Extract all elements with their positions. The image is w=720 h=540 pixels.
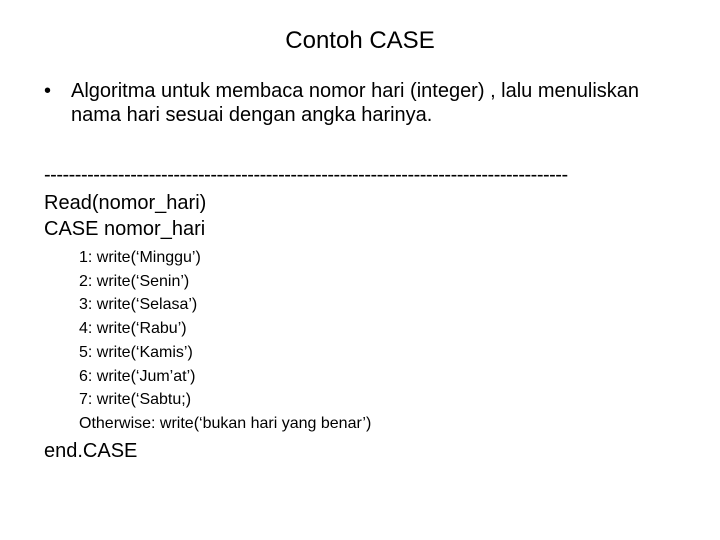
bullet-text: Algoritma untuk membaca nomor hari (integer) , lalu menuliskan nama hari sesuai dengan angka harinya.	[71, 80, 640, 126]
code-read-line: Read(nomor_hari)	[44, 192, 207, 214]
case-item-otherwise: Otherwise: write(‘bukan hari yang benar’)	[79, 414, 372, 432]
case-item: 2: write(‘Senin’)	[79, 272, 190, 290]
bullet-item	[44, 79, 684, 127]
case-item: 7: write(‘Sabtu;)	[79, 391, 192, 409]
case-list	[79, 246, 371, 436]
case-item: 3: write(‘Selasa’)	[79, 296, 198, 314]
bullet-icon: •	[44, 80, 52, 102]
case-item: 4: write(‘Rabu’)	[79, 320, 187, 338]
code-end-line: end.CASE	[44, 440, 138, 462]
case-item: 5: write(‘Kamis’)	[79, 343, 193, 361]
code-case-line: CASE nomor_hari	[44, 218, 206, 240]
case-item: 1: write(‘Minggu’)	[79, 249, 201, 266]
slide-title: Contoh CASE	[285, 27, 435, 54]
case-item: 6: write(‘Jum’at’)	[79, 367, 196, 385]
bullet-list	[44, 79, 684, 127]
dashed-divider: -------------------------------------------------------------------------------------	[44, 164, 568, 186]
